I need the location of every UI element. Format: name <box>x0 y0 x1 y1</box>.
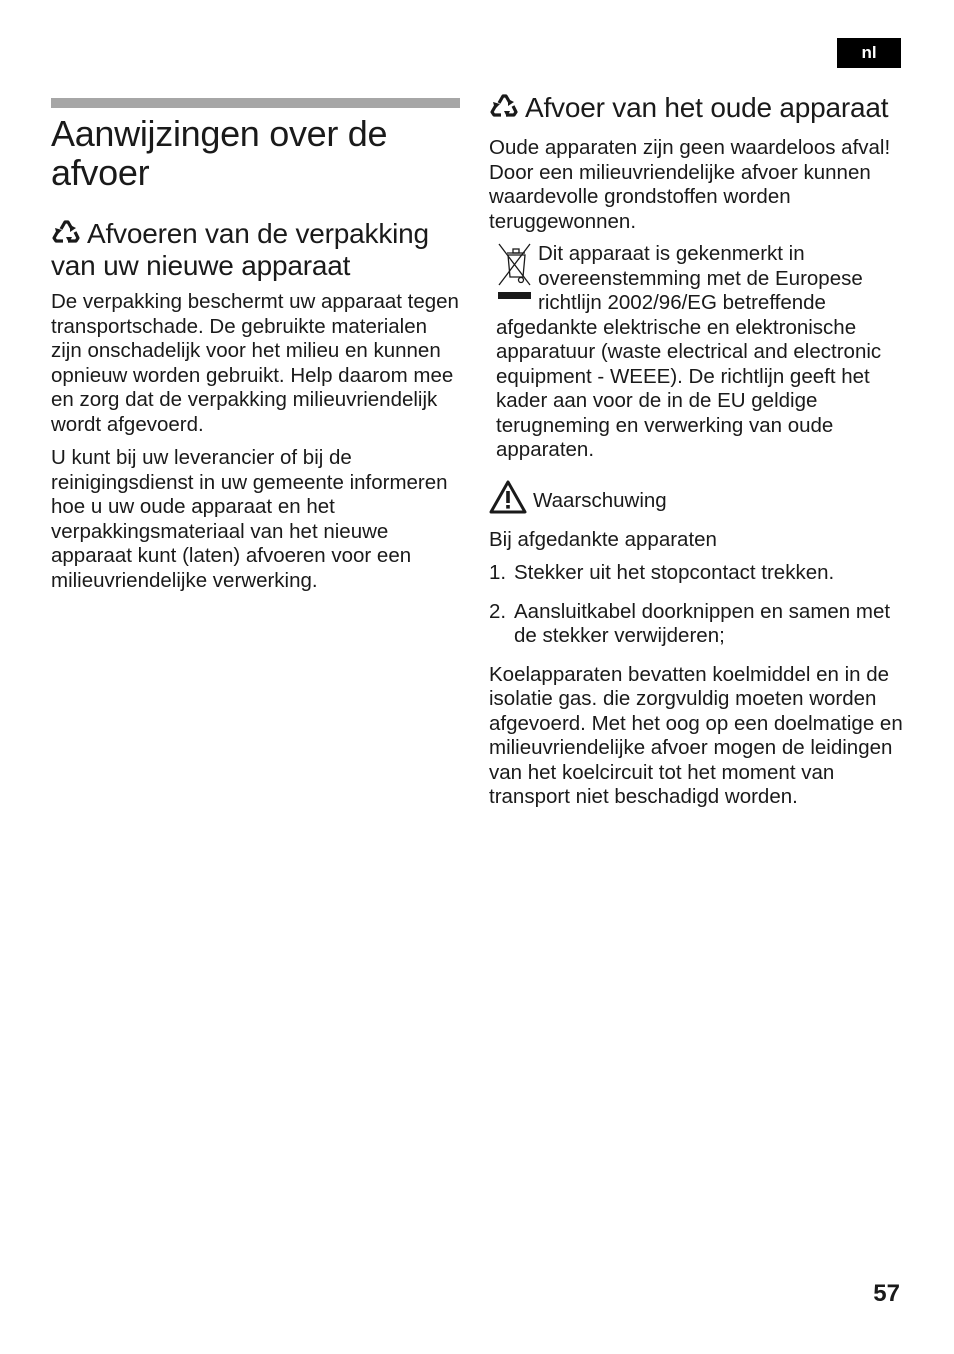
recycle-icon <box>489 93 519 119</box>
list-item <box>489 600 909 649</box>
closing-paragraph: Koelapparaten bevatten koelmiddel en in de isolatie gas. die zorgvuldig moeten worden afgevoerd. Met het oog op een doelmatige en milieuvriendelijke afvoer mogen de leidingen van het koelcircuit tot het moment van transport niet beschadigd worden. <box>489 662 903 808</box>
step-number: 2. <box>489 599 507 623</box>
left-column <box>51 114 461 593</box>
page-number: 57 <box>873 1280 900 1307</box>
old-appliance-heading <box>489 92 909 124</box>
step-text: Stekker uit het stopcontact trekken. <box>514 561 835 584</box>
warning-header <box>489 478 909 514</box>
recycle-icon <box>51 219 81 245</box>
warning-label: Waarschuwing <box>533 488 667 512</box>
list-item <box>489 561 909 586</box>
packaging-heading-text: Afvoeren van de verpakking van uw nieuwe apparaat <box>51 218 429 281</box>
warning-triangle-icon <box>489 480 527 514</box>
page-title: Aanwijzingen over de afvoer <box>51 113 388 193</box>
right-column <box>489 92 909 810</box>
packaging-paragraph-2: U kunt bij uw leverancier of bij de reinigingsdienst in uw gemeente informeren hoe u uw oude apparaat en het verpakkingsmateriaal van het nieuwe apparaat kunt (laten) afvoeren voor een milieuvriendelijke verwerking. <box>51 446 448 592</box>
old-appliance-intro: Oude apparaten zijn geen waardeloos afval! Door een milieuvriendelijke afvoer kunnen waardevolle grondstoffen worden teruggewonnen. <box>489 136 891 233</box>
language-tab: nl <box>837 38 901 68</box>
step-text: Aansluitkabel doorknippen en samen met de stekker verwijderen; <box>514 599 891 647</box>
warning-intro: Bij afgedankte apparaten <box>489 527 717 551</box>
weee-notice <box>496 242 909 463</box>
steps-list <box>489 561 909 649</box>
packaging-heading <box>51 218 461 282</box>
weee-text: Dit apparaat is gekenmerkt in overeenstemming met de Europese richtlijn 2002/96/EG betreffende afgedankte elektrische en elektronische apparatuur (waste electrical and electronic equipment - WEEE). De richtlijn geeft het kader aan voor de in de EU geldige terugneming en verwerking van oude apparaten. <box>496 242 882 461</box>
step-number: 1. <box>489 561 507 584</box>
old-appliance-heading-text: Afvoer van het oude apparaat <box>525 92 889 123</box>
crossed-out-wheelie-bin-icon <box>496 240 534 302</box>
section-rule <box>51 98 460 108</box>
packaging-paragraph-1: De verpakking beschermt uw apparaat tegen transportschade. De gebruikte materialen zijn onschadelijk voor het milieu en kunnen opnieuw worden gebruikt. Help daarom mee en zorg dat de verpakking milieuvriendelijk wordt afgevoerd. <box>51 290 459 436</box>
